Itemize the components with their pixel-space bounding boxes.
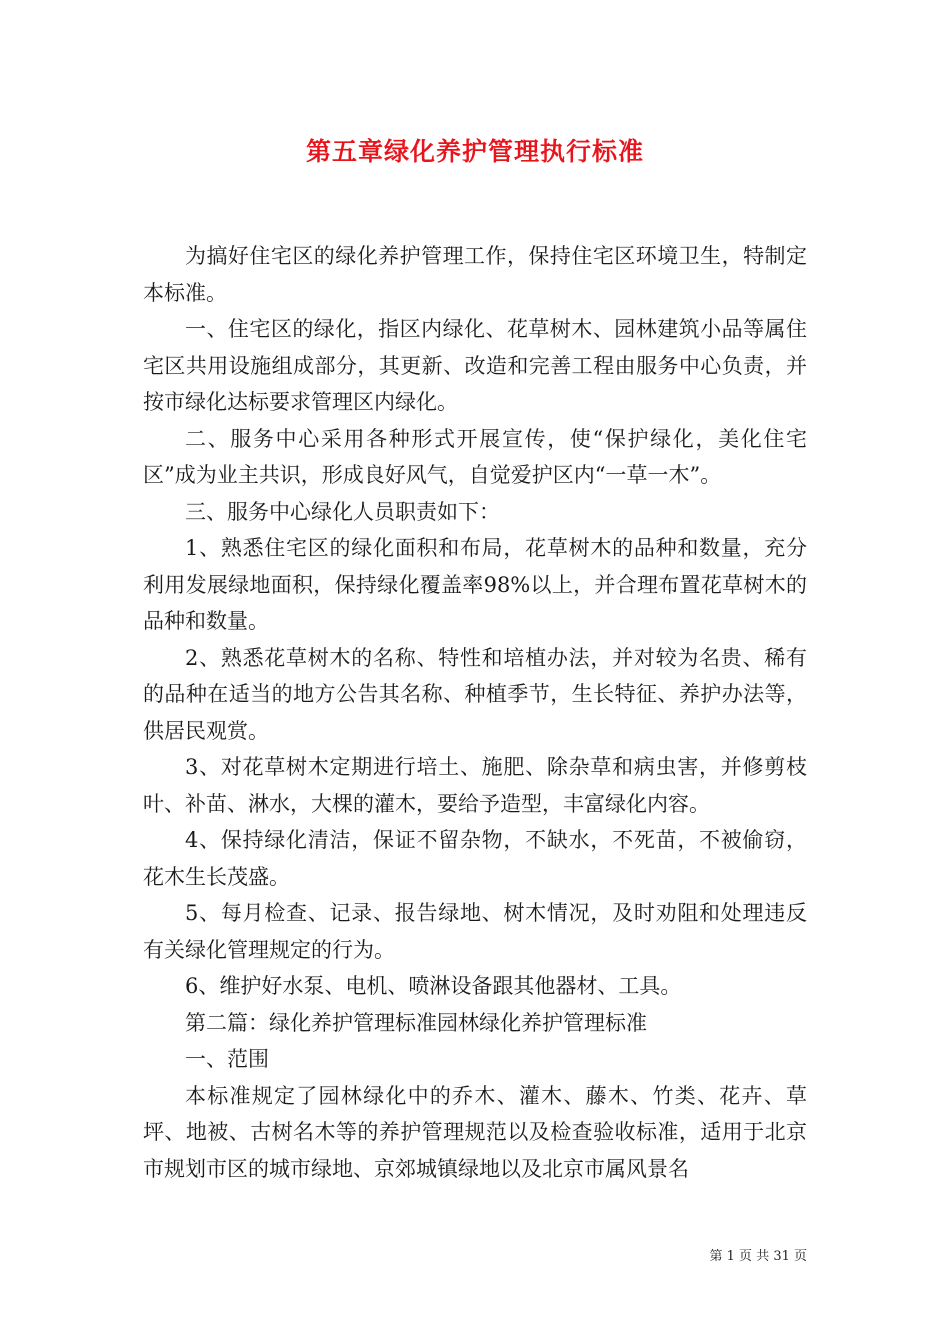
paragraph-duty-5: 5、每月检查、记录、报告绿地、树木情况，及时劝阻和处理违反有关绿化管理规定的行为。 (143, 901, 807, 962)
paragraph-intro: 为搞好住宅区的绿化养护管理工作，保持住宅区环境卫生，特制定本标准。 (143, 244, 807, 305)
paragraph-duty-2: 2、熟悉花草树木的名称、特性和培植办法，并对较为名贵、稀有的品种在适当的地方公告其名称、种植季节，生长特征、养护办法等，供居民观赏。 (143, 645, 807, 743)
paragraph-scope: 本标准规定了园林绿化中的乔木、灌木、藤木、竹类、花卉、草坪、地被、古树名木等的养护管理规范以及检查验收标准，适用于北京市规划市区的城市绿地、京郊城镇绿地以及北京市属风景名 (143, 1083, 807, 1181)
page-number-footer: 第 1 页 共 31 页 (709, 1249, 807, 1264)
paragraph-section-3: 三、服务中心绿化人员职责如下： (185, 499, 500, 524)
document-body (143, 238, 807, 1187)
paragraph-duty-6: 6、维护好水泵、电机、喷淋设备跟其他器材、工具。 (185, 974, 682, 998)
paragraph-part-2-heading: 第二篇：绿化养护管理标准园林绿化养护管理标准 (185, 1010, 647, 1035)
paragraph-scope-heading: 一、范围 (185, 1047, 269, 1071)
paragraph-section-1: 一、住宅区的绿化，指区内绿化、花草树木、园林建筑小品等属住宅区共用设施组成部分，其更新、改造和完善工程由服务中心负责，并按市绿化达标要求管理区内绿化。 (143, 317, 807, 414)
paragraph-duty-4: 4、保持绿化清洁，保证不留杂物，不缺水，不死苗，不被偷窃，花木生长茂盛。 (143, 828, 807, 889)
paragraph-section-2: 二、服务中心采用各种形式开展宣传，使“保护绿化，美化住宅区”成为业主共识，形成良好风气，自觉爱护区内“一草一木”。 (143, 426, 807, 487)
page-title: 第五章绿化养护管理执行标准 (305, 137, 644, 166)
paragraph-duty-3: 3、对花草树木定期进行培土、施肥、除杂草和病虫害，并修剪枝叶、补苗、淋水，大棵的灌木，要给予造型，丰富绿化内容。 (143, 755, 807, 816)
paragraph-duty-1: 1、熟悉住宅区的绿化面积和布局，花草树木的品种和数量，充分利用发展绿地面积，保持绿化覆盖率98%以上，并合理布置花草树木的品种和数量。 (143, 536, 807, 633)
